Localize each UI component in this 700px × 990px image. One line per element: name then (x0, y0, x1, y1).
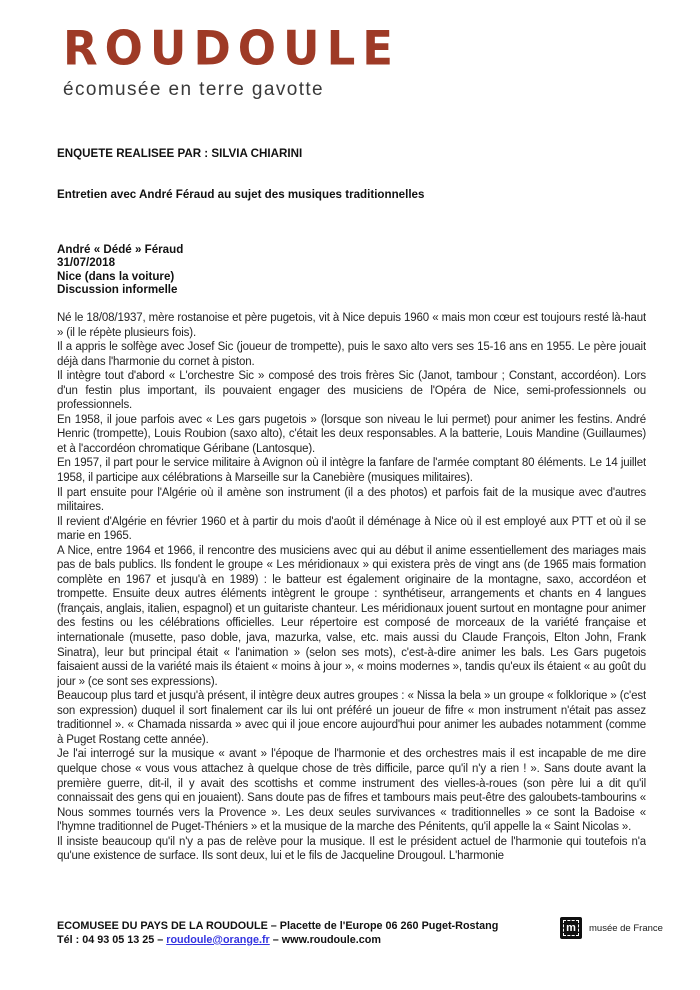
body-paragraph: Né le 18/08/1937, mère rostanoise et père pugetois, vit à Nice depuis 1960 « mais mon cœur est toujours resté là-haut » (il le répète plusieurs fois). (57, 312, 646, 339)
interviewee-name: André « Dédé » Féraud (57, 243, 184, 256)
footer-org-name: ECOMUSEE DU PAYS DE LA ROUDOULE (57, 920, 268, 932)
body-paragraph: Je l'ai interrogé sur la musique « avant » l'époque de l'harmonie et des orchestres mais il est incapable de me dire quelque chose « vous vous attachez à quelque chose de très difficile, parce qu'il n'y a rien ! ». Sans doute avant la première guerre, dit-il, il y avait des scottishs et comme instrument des vielles-à-roues (son père lui a dit qu'il connaissait des gens qui en jouaient). Sans doute pas de fifres et tambours mais peut-être des galoubets-tambourins « Nous sommes tournés vers la Provence ». Les deux seules survivances « traditionnelles » ce sont la Badoise « l'hymne traditionnel de Puget-Théniers » et la musique de la marche des Pénitents, qu'il appelle la « Saint Nicolas ». (57, 748, 646, 834)
musee-de-france-logo (560, 917, 663, 939)
body-paragraph: Il intègre tout d'abord « L'orchestre Sic » composé des trois frères Sic (Janot, tambour ; Constant, accordéon). Lors d'un festin plus important, ils pouvaient engager des musiciens de l'Opéra de Nice, semi-professionnels ou professionnels. (57, 370, 646, 412)
logo-tagline: écomusée en terre gavotte (63, 79, 325, 100)
footer (57, 920, 547, 948)
body-paragraph: En 1957, il part pour le service militaire à Avignon où il intègre la fanfare de l'armée comptant 80 éléments. Le 14 juillet 1958, il participe aux célébrations à Marseille sur la Canebière (musiques militaires). (57, 457, 646, 485)
interview-body (57, 311, 646, 911)
interview-title: Entretien avec André Féraud au sujet des musiques traditionnelles (57, 188, 425, 201)
interview-date: 31/07/2018 (57, 256, 116, 270)
footer-phone: Tél : 04 93 05 13 25 – (57, 933, 167, 946)
body-paragraph: En 1958, il joue parfois avec « Les gars pugetois » (lorsque son niveau le lui permet) pour animer les festins. André Henric (trompette), Louis Roubion (saxo alto), c'était les deux responsables. A la batterie, Louis Mandine (Guillaumes) et à l'accordéon chromatique Géribane (Lantosque). (57, 413, 646, 455)
footer-line-1 (57, 920, 547, 934)
footer-email-link[interactable]: roudoule@orange.fr (166, 933, 270, 946)
interview-location: Nice (dans la voiture) (57, 269, 175, 283)
musee-de-france-icon (560, 917, 582, 939)
footer-address: – Placette de l'Europe 06 260 Puget-Rostang (267, 920, 499, 932)
roudoule-logo (63, 20, 401, 100)
interview-meta-block (57, 243, 183, 296)
roudoule-logo-text: ROUDOULE (63, 20, 401, 76)
body-paragraph: Il a appris le solfège avec Josef Sic (joueur de trompette), puis le saxo alto vers ses 15-16 ans en 1955. Le père jouait déjà dans l'harmonie du cornet à piston. (57, 341, 646, 368)
footer-website: – www.roudoule.com (269, 933, 381, 946)
body-paragraph: Il revient d'Algérie en février 1960 et à partir du mois d'août il déménage à Nice où il est employé aux PTT et où il se marie en 1965. (57, 515, 646, 543)
footer-line-2 (57, 934, 547, 948)
musee-de-france-label: musée de France (589, 922, 663, 934)
body-paragraph: Beaucoup plus tard et jusqu'à présent, il intègre deux autres groupes : « Nissa la bela » un groupe « folklorique » (c'est son expression) duquel il sort finalement car ils lui ont préféré un joueur de fifre « mon instrument n'était pas assez traditionnel ». « Chamada nissarda » avec qui il joue encore aujourd'hui pour animer les aubades notamment (comme à Puget Rostang cette année). (57, 690, 646, 746)
body-paragraph: Il part ensuite pour l'Algérie où il amène son instrument (il a des photos) et parfois fait de la musique avec d'autres militaires. (57, 486, 646, 514)
body-paragraph: A Nice, entre 1964 et 1966, il rencontre des musiciens avec qui au début il anime essentiellement des mariages mais pas de bals publics. Ils fondent le groupe « Les méridionaux » qui existera près de vingt ans (de 1965 mais formation complète en 1967 et jusqu'à en 1989) : le batteur est également originaire de la montagne, saxo, accordéon et trompette. Ensuite deux autres éléments intègrent le groupe : synthétiseur, arrangements et chants en 4 langues (français, anglais, italien, espagnol) et un guitariste chanteur. Les méridionaux jouent surtout en montagne pour animer des festins ou les célébrations officielles. Leur répertoire est composé de morceaux de la variété française et internationale (musette, paso doble, java, mazurka, valse, etc. mais aussi du Claude François, Elton John, Frank Sinatra), leur but principal était « l'animation » (selon ses mots), c'est-à-dire animer les bals. Les Gars pugetois faisaient aussi de la variété mais ils étaient « moins à jour », « moins modernes », tandis qu'eux ils étaient « au goût du jour » (ce sont ses expressions). (57, 544, 646, 688)
survey-author-line: ENQUETE REALISEE PAR : SILVIA CHIARINI (57, 147, 303, 160)
musee-icon-letter: m (566, 922, 576, 934)
interview-type: Discussion informelle (57, 282, 178, 296)
body-paragraph: Il insiste beaucoup qu'il n'y a pas de relève pour la musique. Il est le président actuel de l'harmonie qui toutefois n'a qu'une existence de surface. Ils sont deux, lui et le fils de Jacqueline Drougoul. L'harmonie (57, 835, 646, 863)
